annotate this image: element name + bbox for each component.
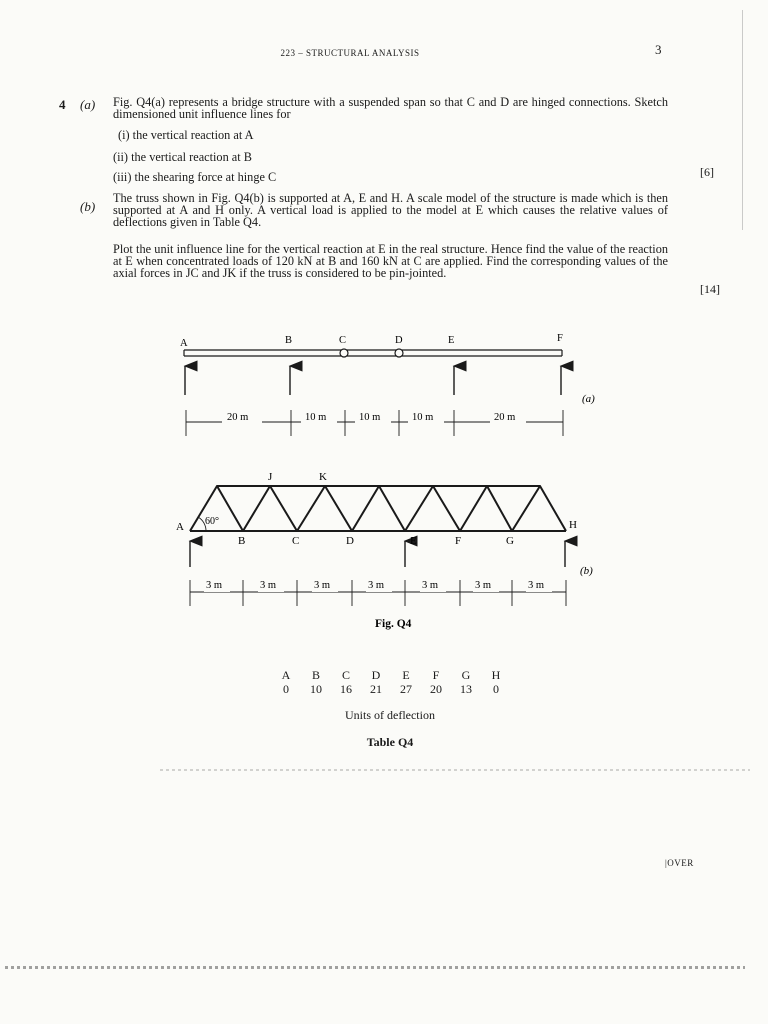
truss-node-g: G xyxy=(506,535,514,547)
dim-a-4: 10 m xyxy=(412,412,434,423)
figure-caption: Fig. Q4 xyxy=(375,618,412,630)
truss-node-e: E xyxy=(410,535,417,547)
beam-node-c: C xyxy=(339,335,347,346)
table-value-cell: 0 xyxy=(493,682,499,696)
dim-b-5: 3 m xyxy=(422,580,439,591)
beam-node-b: B xyxy=(285,335,293,346)
part-a-paragraph: Fig. Q4(a) represents a bridge structure with a suspended span so that C and D are hinged connections. Sketch dimensioned unit influence lines for xyxy=(113,95,668,121)
deflection-table xyxy=(276,668,512,696)
beam-node-e: E xyxy=(448,335,455,346)
part-b-paragraph-1: The truss shown in Fig. Q4(b) is supported at A, E and H. A scale model of the structure is made which is then supported at A and H only. A vertical load is applied to the model at E which causes the relative values of deflections given in Table Q4. xyxy=(113,191,668,229)
dim-b-3: 3 m xyxy=(314,580,331,591)
part-a-label: (a) xyxy=(80,97,96,112)
table-header-cell: C xyxy=(341,668,350,682)
truss-node-b: B xyxy=(238,535,246,547)
beam-node-f: F xyxy=(557,333,563,344)
truss-node-f: F xyxy=(455,535,462,547)
truss-node-h: H xyxy=(569,519,577,531)
table-header-cell: D xyxy=(371,668,381,682)
part-b-marks: [14] xyxy=(700,282,720,296)
dim-a-2: 10 m xyxy=(305,412,327,423)
part-b-label: (b) xyxy=(80,199,96,214)
page-header: 223 – STRUCTURAL ANALYSIS xyxy=(280,48,420,58)
table-header-cell: G xyxy=(461,668,471,682)
table-value-cell: 10 xyxy=(310,682,322,696)
figure-a-beam xyxy=(184,350,562,356)
dim-b-4: 3 m xyxy=(368,580,385,591)
table-value-cell: 16 xyxy=(340,682,352,696)
dim-b-6: 3 m xyxy=(475,580,492,591)
table-value-cell: 20 xyxy=(430,682,442,696)
beam-node-a: A xyxy=(180,338,188,349)
table-header-cell: E xyxy=(402,668,410,682)
truss-node-k: K xyxy=(319,471,327,483)
question-number: 4 xyxy=(59,97,66,112)
figure-b-dimension-labels xyxy=(204,578,552,592)
table-header-row xyxy=(276,668,506,682)
scan-edge xyxy=(742,10,743,230)
beam-node-d: D xyxy=(395,335,403,346)
table-header-cell: A xyxy=(281,668,291,682)
hinge-d-icon xyxy=(395,349,403,357)
table-value-cell: 27 xyxy=(400,682,412,696)
dim-b-1: 3 m xyxy=(206,580,223,591)
truss-node-c: C xyxy=(292,535,300,547)
table-caption: Units of deflection xyxy=(345,708,435,722)
table-header-cell: H xyxy=(491,668,501,682)
table-value-cell: 21 xyxy=(370,682,382,696)
page-number: 3 xyxy=(655,42,662,57)
figure-b-tag: (b) xyxy=(580,565,593,577)
part-b-paragraph-2: Plot the unit influence line for the vertical reaction at E in the real structure. Hence find the value of the reaction at E when concentrated loads of 120 kN at B and 160 kN at C are applied. Find the corresponding values of the axial forces in JC and JK if the truss is considered to be pin-jointed. xyxy=(113,242,668,280)
truss-node-a: A xyxy=(176,521,184,533)
table-value-row xyxy=(276,682,506,696)
dim-a-3: 10 m xyxy=(359,412,381,423)
table-title: Table Q4 xyxy=(366,735,414,749)
part-a-marks: [6] xyxy=(700,165,714,179)
truss-node-j: J xyxy=(268,471,273,483)
truss-angle: 60° xyxy=(205,516,219,527)
scan-noise xyxy=(160,769,750,771)
figure-a-labels xyxy=(180,333,563,349)
figure-a-reaction-arrows xyxy=(185,366,561,395)
part-a-item-2: (ii) the vertical reaction at B xyxy=(113,150,252,164)
table-header-cell: B xyxy=(311,668,320,682)
page-footer: |OVER xyxy=(665,858,694,868)
part-a-item-1: (i) the vertical reaction at A xyxy=(118,128,254,142)
figure-b-labels xyxy=(176,471,577,547)
figure-b-truss xyxy=(190,486,566,531)
table-value-cell: 0 xyxy=(283,682,289,696)
dim-a-1: 20 m xyxy=(227,412,249,423)
part-a-item-3: (iii) the shearing force at hinge C xyxy=(113,170,277,184)
dim-a-5: 20 m xyxy=(494,412,516,423)
truss-node-d: D xyxy=(346,535,354,547)
scan-noise xyxy=(5,966,745,969)
dim-b-2: 3 m xyxy=(260,580,277,591)
dim-b-7: 3 m xyxy=(528,580,545,591)
hinge-c-icon xyxy=(340,349,348,357)
table-header-cell: F xyxy=(432,668,440,682)
table-value-cell: 13 xyxy=(460,682,472,696)
figure-a-tag: (a) xyxy=(582,393,595,405)
